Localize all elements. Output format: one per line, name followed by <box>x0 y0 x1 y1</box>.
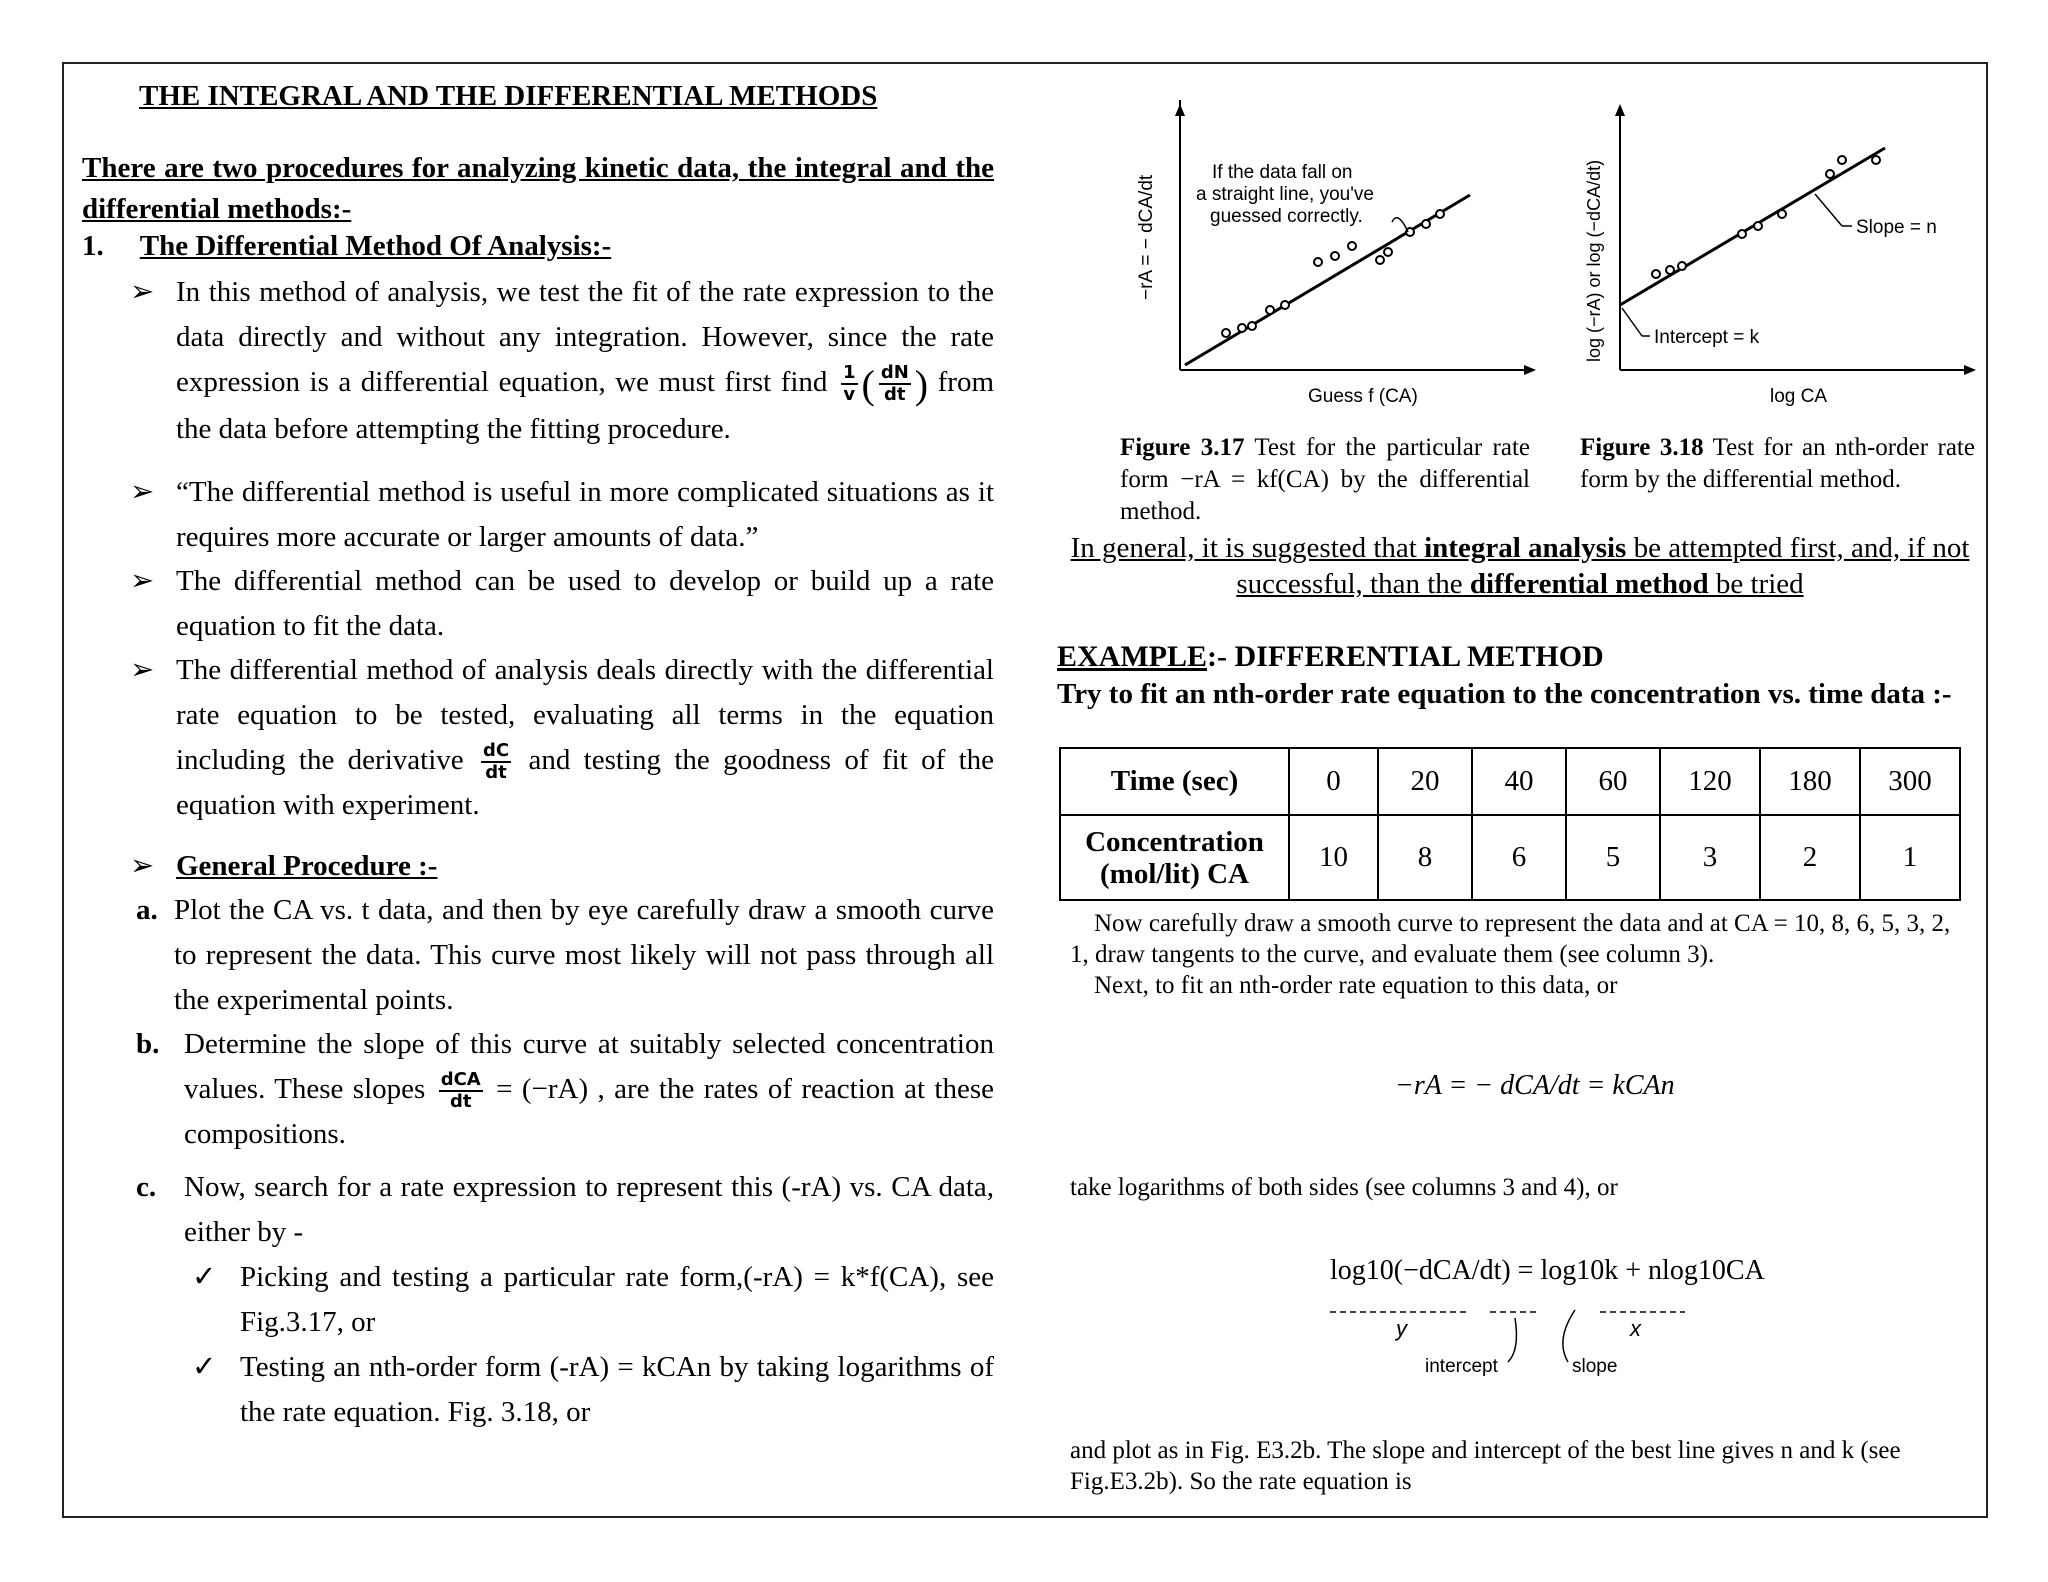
y-label: y <box>1396 1316 1407 1341</box>
bullet-5 <box>130 844 994 889</box>
checkmark-icon: ✓ <box>192 1351 217 1383</box>
fig18-caption: Figure 3.18 Test for an nth-order rate form by the differential method. <box>1580 434 1975 493</box>
step-a-label: a. <box>136 894 158 926</box>
table-header-cell: Time (sec) <box>1060 748 1289 815</box>
table-row <box>1060 815 1960 900</box>
check-item-1 <box>192 1255 994 1345</box>
dN-dt-fraction: $\frac{dN}{dt}$ <box>880 362 909 406</box>
data-points <box>1222 210 1444 337</box>
example-text-1: Now carefully draw a smooth curve to represent the data and at CA = 10, 8, 6, 5, 3, 2, 1, draw tangents to the curve, and evaluate them (see column 3). <box>1070 910 1951 968</box>
example-text-2: Next, to fit an nth-order rate equation to this data, or <box>1094 972 1618 999</box>
check-item-1-text: Picking and testing a particular rate form,(-rA) = k*f(CA), see Fig.3.17, or <box>240 1261 994 1338</box>
general-note: In general, it is suggested that integral analysis be attempted first, and, if not successful, than the differential method be tried <box>1070 532 1970 600</box>
y-axis-arrow-icon <box>1615 104 1625 116</box>
table-cell: 2 <box>1760 815 1860 900</box>
arrow-bullet-icon: ➢ <box>130 850 155 882</box>
arrow-bullet-icon: ➢ <box>130 654 155 686</box>
step-c-text: Now, search for a rate expression to represent this (-rA) vs. CA data, either by - <box>184 1171 994 1248</box>
table-cell: 0 <box>1289 748 1378 815</box>
step-b-text-end: = (−rA) , are the rates of reaction at these compositions. <box>184 1073 995 1151</box>
example-heading: EXAMPLE:- DIFFERENTIAL METHOD <box>1057 640 1604 673</box>
fig18-y-label: log (−rA) or log (−dCA/dt) <box>1584 159 1604 362</box>
step-c-label: c. <box>136 1171 157 1203</box>
x-axis-arrow-icon <box>1524 365 1536 375</box>
table-cell: 40 <box>1472 748 1566 815</box>
arrow-bullet-icon: ➢ <box>130 276 155 308</box>
table-row <box>1060 748 1960 815</box>
bullet-1-text: In this method of analysis, we test the fit of the rate expression to the data directly and without any integration. However, since the rate expression is a differential equation, we must first find <box>176 276 994 398</box>
bullet-4-text: The differential method of analysis deals directly with the differential rate equation to be tested, evaluating all terms in the equation including the derivative <box>176 654 994 776</box>
fig17-caption: Figure 3.17 Test for the particular rate form −rA = kf(CA) by the differential method. <box>1120 434 1530 525</box>
example-subheading: Try to fit an nth-order rate equation to the concentration vs. time data :- <box>1057 678 1952 710</box>
intercept-label: intercept <box>1425 1356 1498 1377</box>
fig17-y-label: −rA = − dCA/dt <box>1136 174 1157 300</box>
table-cell: 1 <box>1860 815 1960 900</box>
fig17-note-line2: a straight line, you've <box>1196 184 1374 205</box>
table-cell: 60 <box>1566 748 1660 815</box>
data-table <box>1059 747 1961 901</box>
arrow-bullet-icon: ➢ <box>130 476 155 508</box>
table-cell: 300 <box>1860 748 1960 815</box>
bullet-3-text: The differential method can be used to develop or build up a rate equation to fit the data. <box>176 565 994 642</box>
table-header-cell: Concentration (mol/lit) CA <box>1060 815 1289 900</box>
figure-3-18 <box>1570 100 1990 420</box>
page-title: THE INTEGRAL AND THE DIFFERENTIAL METHODS <box>139 80 878 112</box>
dCA-dt-fraction: $\frac{\text{dCA}}{dt}$ <box>440 1069 481 1113</box>
rate-equation: −rA = − dCA/dt = kCAn <box>1395 1070 1675 1101</box>
log-equation: log10(−dCA/dt) = log10k + nlog10CA <box>1330 1255 1765 1286</box>
figure-3-17 <box>1130 100 1550 420</box>
check-item-2 <box>192 1345 994 1435</box>
fig17-x-label: Guess f (CA) <box>1308 386 1418 407</box>
fig17-note-line1: If the data fall on <box>1212 162 1353 183</box>
step-b-label: b. <box>136 1028 160 1060</box>
check-item-2-text: Testing an nth-order form (-rA) = kCAn by taking logarithms of the rate equation. Fig. 3.18, or <box>240 1351 994 1428</box>
bullet-2 <box>130 470 994 560</box>
table-cell: 6 <box>1472 815 1566 900</box>
x-axis-arrow-icon <box>1964 365 1976 375</box>
step-a <box>136 888 994 1023</box>
slope-label: slope <box>1572 1356 1618 1377</box>
table-cell: 10 <box>1289 815 1378 900</box>
checkmark-icon: ✓ <box>192 1261 217 1293</box>
section-number: 1. <box>82 230 104 262</box>
table-cell: 8 <box>1378 815 1472 900</box>
example-text-3: take logarithms of both sides (see columns 3 and 4), or <box>1070 1174 1618 1201</box>
table-cell: 180 <box>1760 748 1860 815</box>
bullet-1: ➢ In this method of analysis, we test the fit of the rate expression to the data directly and without any integration. However, since the rate expression is a differential equation, we must first find $\frac{1}{v}$ ( $\frac{dN}{dt}$ ) from the data before attempting the fitting procedure. <box>130 270 994 452</box>
step-b-text: Determine the slope of this curve at suitably selected concentration values. These slopes <box>184 1028 994 1105</box>
arrow-bullet-icon: ➢ <box>130 565 155 597</box>
section-heading <box>82 230 611 263</box>
table-cell: 5 <box>1566 815 1660 900</box>
bullet-2-text: “The differential method is useful in more complicated situations as it requires more accurate or larger amounts of data.” <box>176 476 994 553</box>
x-label: x <box>1630 1316 1641 1341</box>
step-b <box>136 1022 994 1157</box>
fig17-note-line3: guessed correctly. <box>1210 206 1363 227</box>
fig18-intercept-label: Intercept = k <box>1654 327 1760 348</box>
bullet-1-text-end: from the data before attempting the fitting procedure. <box>176 366 995 445</box>
fig18-x-label: log CA <box>1770 386 1828 407</box>
step-c <box>136 1165 994 1255</box>
y-axis-arrow-icon <box>1175 104 1185 116</box>
fig18-slope-label: Slope = n <box>1856 217 1937 238</box>
equation-annotations <box>1330 1300 1690 1380</box>
one-over-v-fraction: $\frac{1}{v}$ <box>842 362 856 406</box>
intro-paragraph: There are two procedures for analyzing kinetic data, the integral and the differential methods:- <box>82 152 994 225</box>
bullet-4 <box>130 648 994 828</box>
step-a-text: Plot the CA vs. t data, and then by eye carefully draw a smooth curve to represent the data. This curve most likely will not pass through all the experimental points. <box>174 894 994 1016</box>
example-text-4: and plot as in Fig. E3.2b. The slope and intercept of the best line gives n and k (see Fig.E3.2b). So the rate equation is <box>1070 1437 1901 1495</box>
table-cell: 20 <box>1378 748 1472 815</box>
section-title: The Differential Method Of Analysis:- <box>139 230 612 262</box>
bullet-3 <box>130 559 994 649</box>
table-cell: 3 <box>1660 815 1760 900</box>
table-cell: 120 <box>1660 748 1760 815</box>
general-procedure-heading: General Procedure :- <box>176 850 438 882</box>
dC-dt-fraction: $\frac{dC}{dt}$ <box>482 740 510 784</box>
bullet-4-text-end: and testing the goodness of fit of the equation with experiment. <box>176 744 995 822</box>
